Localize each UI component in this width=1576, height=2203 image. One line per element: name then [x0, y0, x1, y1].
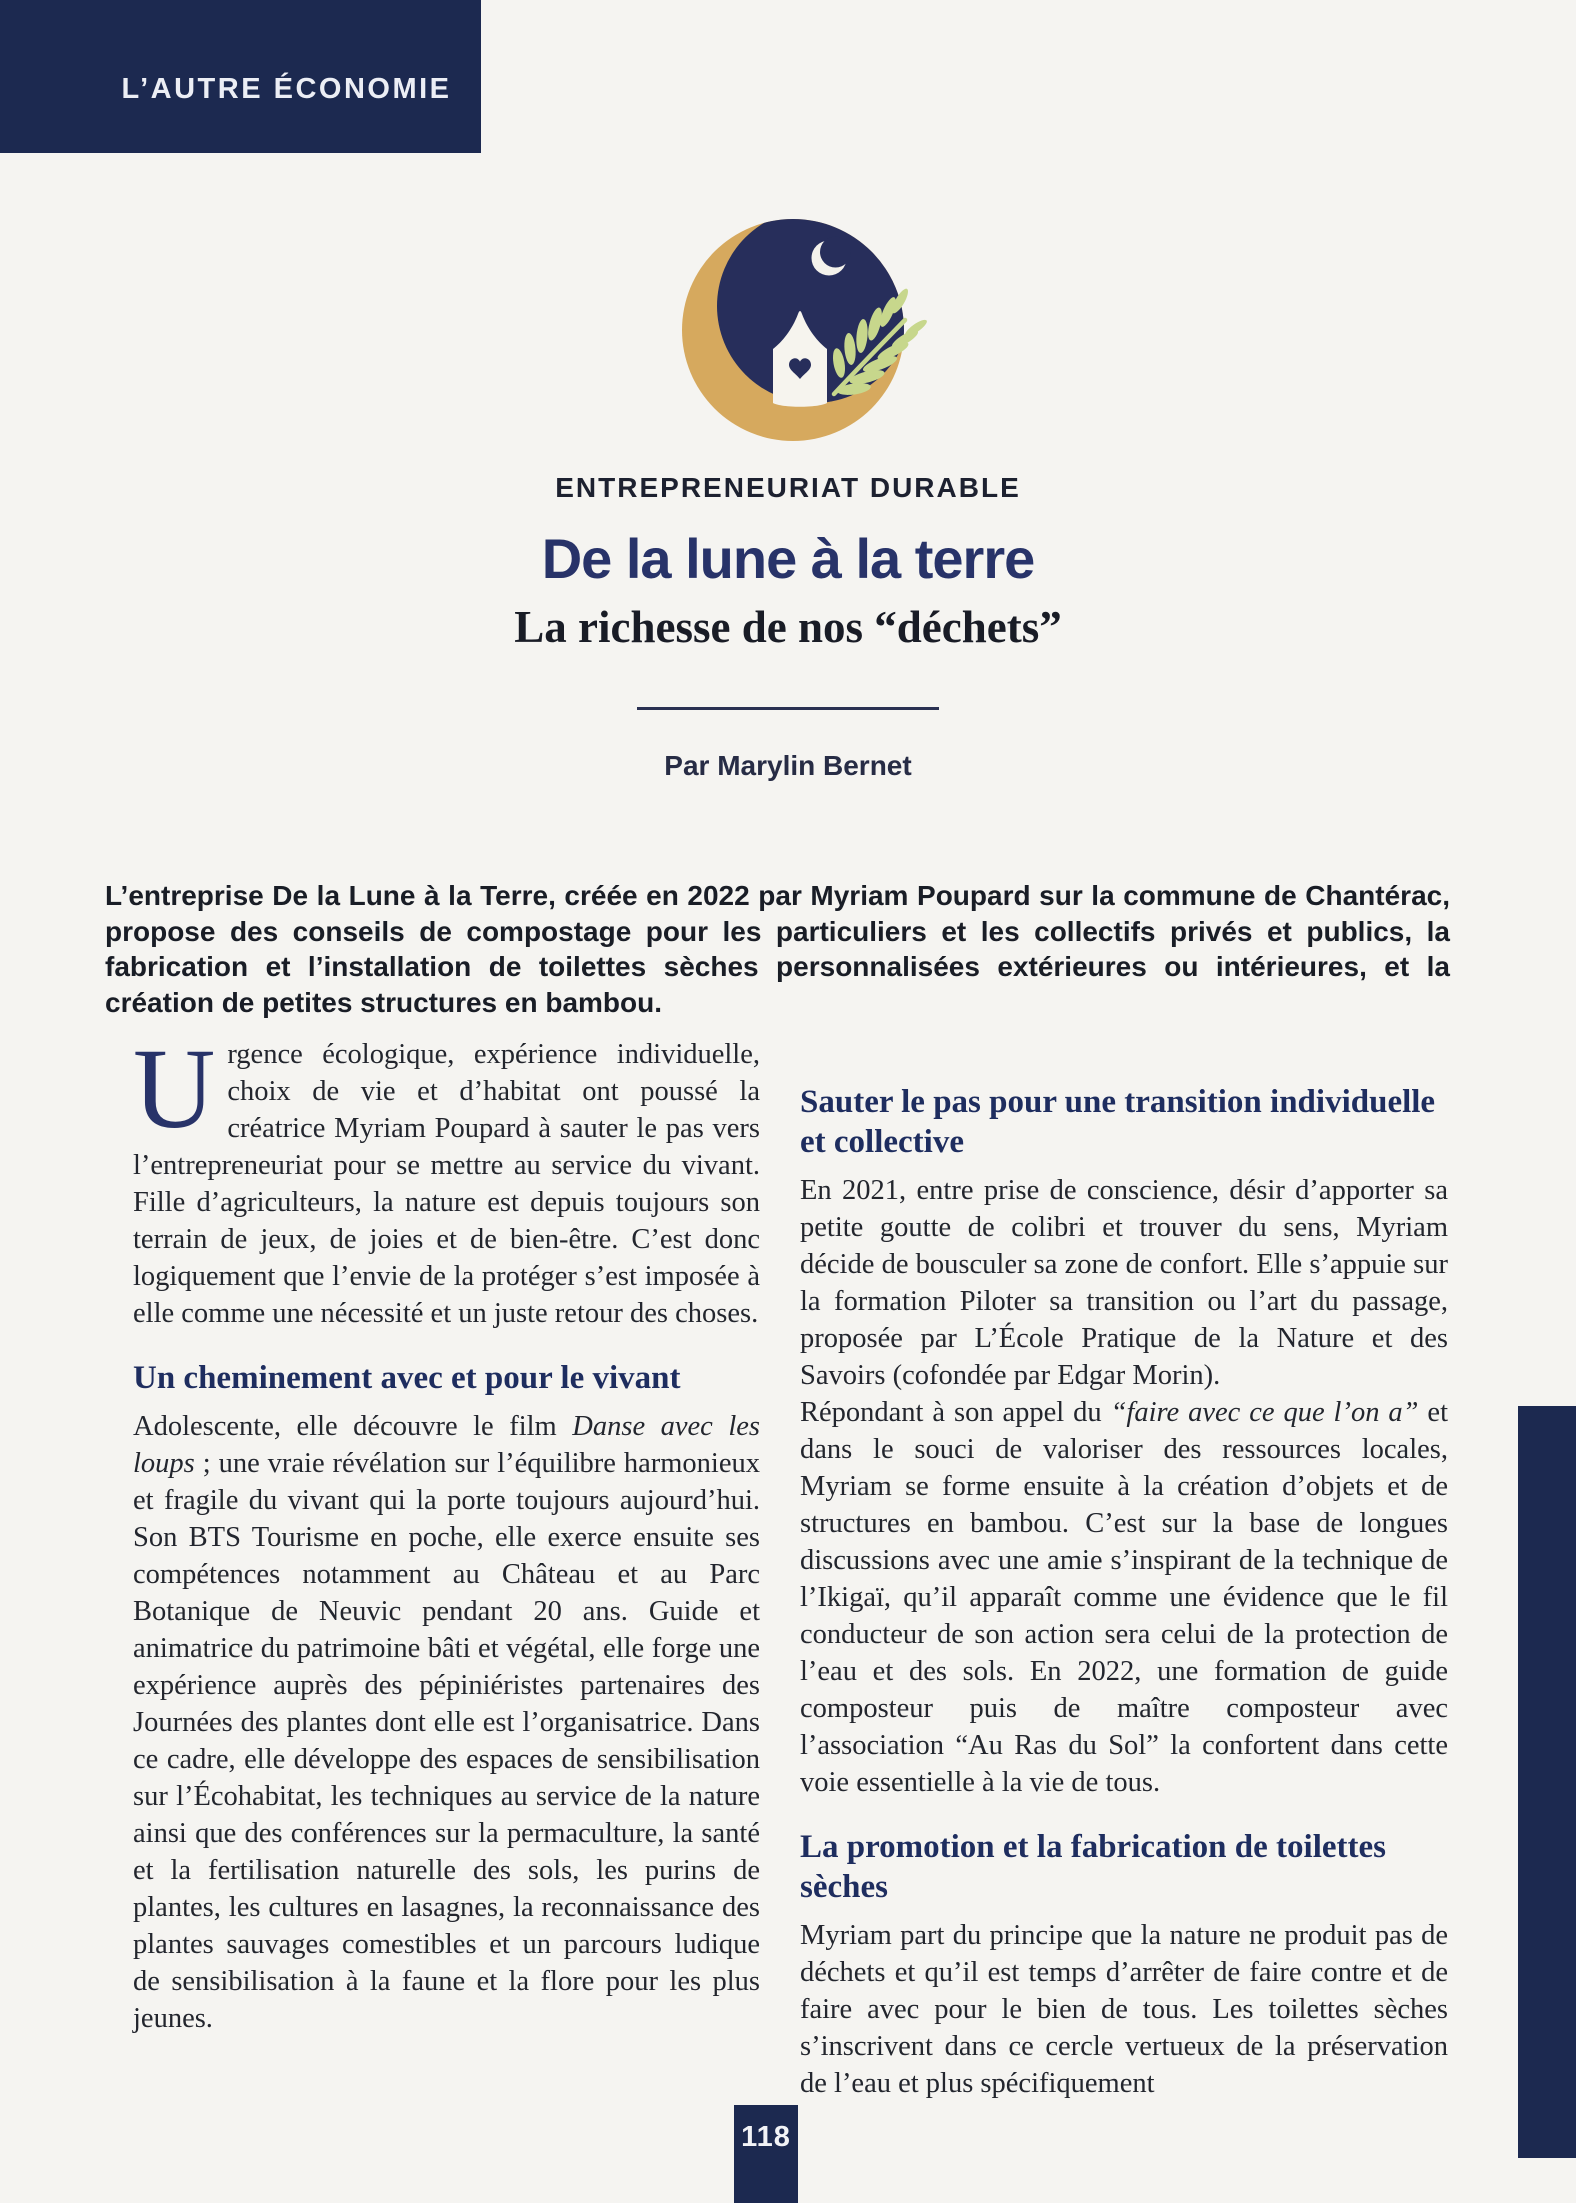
right-column — [800, 1036, 1448, 2102]
article-paragraph: Myriam part du principe que la nature ne produit pas de déchets et qu’il est temps d’arrêter de faire contre et de faire avec pour le bien de tous. Les toilettes sèches s’inscrivent dans ce cercle vertueux de la préservation de l’eau et plus spécifiquement — [800, 1920, 1448, 2099]
page-number: 118 — [741, 2121, 791, 2153]
article-title: De la lune à la terre — [541, 527, 1035, 590]
article-paragraph: Adolescente, elle découvre le film Danse avec les loups ; une vraie révélation sur l’équilibre harmonieux et fragile du vivant qui la porte toujours aujourd’hui. Son BTS Tourisme en poche, elle exerce ensuite ses compétences notamment au Château et au Parc Botanique de Neuvic pendant 20 ans. Guide et animatrice du patrimoine bâti et végétal, elle forge une expérience auprès des pépiniéristes partenaires des Journées des plantes dont elle est l’organisatrice. Dans ce cadre, elle développe des espaces de sensibilisation sur l’Écohabitat, les techniques au service de la nature ainsi que des conférences sur la permaculture, la santé et la fertilisation naturelle des sols, les purins de plantes, les cultures en lasagnes, la reconnaissance des plantes sauvages comestibles et un parcours ludique de sensibilisation à la faune et la flore pour les plus jeunes. — [133, 1411, 760, 2034]
section-band-label: L’AUTRE ÉCONOMIE — [121, 73, 452, 105]
kicker: ENTREPRENEURIAT DURABLE — [555, 472, 1021, 503]
left-column — [133, 1025, 760, 2102]
intro-paragraph: L’entreprise De la Lune à la Terre, créée en 2022 par Myriam Poupard sur la commune de Chantérac, propose des conseils de compostage pour les particuliers et les collectifs privés et publics, la fabrication et l’installation de toilettes sèches personnalisées extérieures ou intérieures, et la création de petites structures en bambou. — [105, 880, 1450, 1018]
article-paragraph: En 2021, entre prise de conscience, désir d’apporter sa petite goutte de colibri et trouver du sens, Myriam décide de bousculer sa zone de confort. Elle s’appuie sur la formation Piloter sa transition ou l’art du passage, proposée par L’École Pratique de la Nature et des Savoirs (cofondée par Edgar Morin). — [800, 1175, 1448, 1391]
section-heading: Sauter le pas pour une transition individuelle et collective — [800, 1084, 1436, 1160]
article-paragraph: Répondant à son appel du “faire avec ce que l’on a” et dans le souci de valoriser des ressources locales, Myriam se forme ensuite à la création d’objets et de structures en bambou. C’est sur la base de longues discussions avec une amie s’inspirant de la technique de l’Ikigaï, qu’il apparaît comme une évidence que le fil conducteur de son action sera celui de la protection de l’eau et des sols. En 2022, une formation de guide composteur puis de maître composteur avec l’association “Au Ras du Sol” la confortent dans cette voie essentielle à la vie de tous. — [800, 1397, 1448, 1798]
company-logo — [668, 198, 938, 448]
right-edge-bar — [1518, 1406, 1576, 2158]
section-heading: Un cheminement avec et pour le vivant — [133, 1360, 681, 1396]
section-heading: La promotion et la fabrication de toilettes sèches — [800, 1829, 1386, 1905]
drop-cap: U — [133, 1025, 216, 1152]
header-band — [0, 0, 481, 153]
article-paragraph: Urgence écologique, expérience individuelle, choix de vie et d’habitat ont poussé la créatrice Myriam Poupard à sauter le pas vers l’entrepreneuriat pour se mettre au service du vivant. Fille d’agriculteurs, la nature est depuis toujours son terrain de jeux, de joies et de bien-être. C’est donc logiquement que l’envie de la protéger s’est imposée à elle comme une nécessité et un juste retour des choses. — [133, 1025, 760, 1329]
byline-divider — [637, 707, 939, 710]
article-subtitle: La richesse de nos “déchets” — [514, 602, 1062, 652]
article-body — [133, 1025, 1448, 2102]
page-number-box — [734, 2105, 798, 2203]
byline: Par Marylin Bernet — [664, 750, 912, 781]
